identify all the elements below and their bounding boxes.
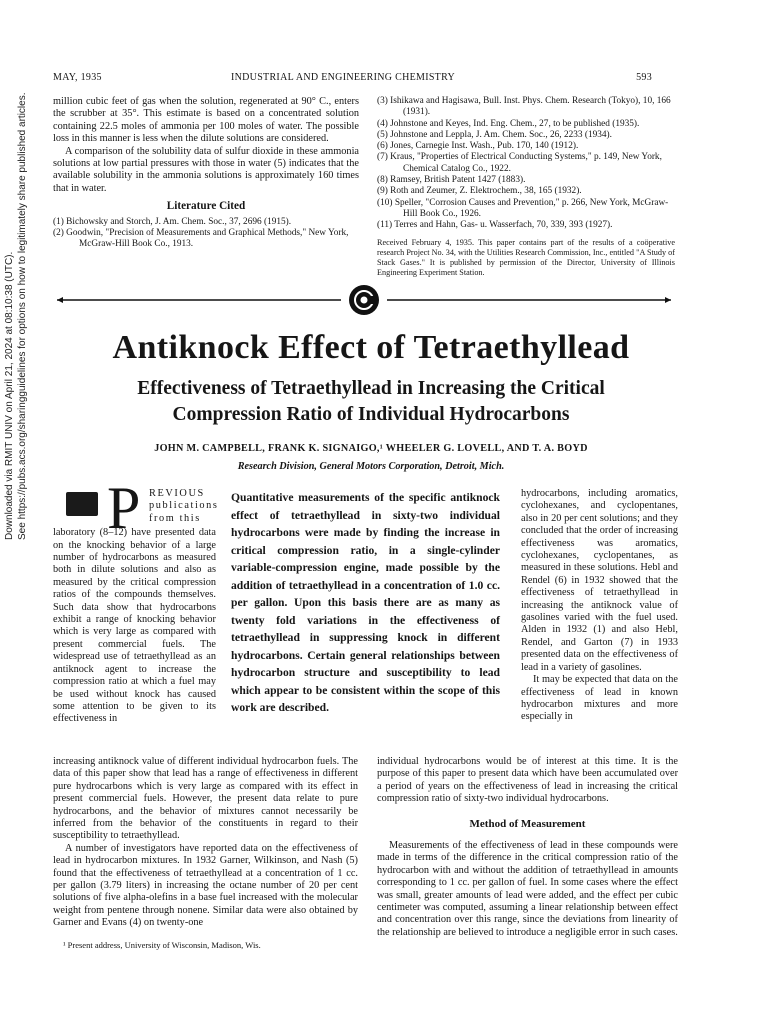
method-heading: Method of Measurement [469, 817, 586, 830]
footnote: ¹ Present address, University of Wisconsin, Madison, Wis. [63, 939, 261, 950]
section-divider [53, 285, 675, 315]
issue-date: MAY, 1935 [53, 72, 102, 83]
download-watermark [3, 0, 43, 560]
download-info: Downloaded via RMIT UNIV on April 21, 2024 at 08:10:38 (UTC). [4, 251, 15, 540]
column-3-top [521, 488, 678, 724]
authors: JOHN M. CAMPBELL, FRANK K. SIGNAIGO,¹ WHEELER G. LOVELL, AND T. A. BOYD [154, 443, 588, 454]
reference-item: (7) Kraus, "Properties of Electrical Conducting Systems," p. 149, New York, Chemical Catalog Co., 1922. [377, 152, 662, 174]
column-left-bottom [53, 756, 358, 950]
reference-list [377, 96, 675, 232]
column-right-bottom [377, 756, 678, 939]
reference-item: (1) Bichowsky and Storch, J. Am. Chem. Soc., 37, 2696 (1915). [53, 216, 292, 227]
reference-item: (4) Johnstone and Keyes, Ind. Eng. Chem., 27, to be published (1935). [377, 118, 640, 129]
running-header [53, 72, 652, 86]
paragraph: increasing antiknock value of different individual hydrocarbon fuels. The data of this paper show that lead has a range of effectiveness in different pure hydrocarbons which is very large as compared with its effect in present commercial fuels. However, the present data relate to pure hydrocarbons, and the behavior of mixtures cannot necessarily be inferred from the behavior of the constituents in regard to their susceptibility to tetraethyllead. [53, 756, 358, 842]
reference-item: (9) Roth and Zeumer, Z. Elektrochem., 38, 165 (1932). [377, 186, 582, 197]
paragraph: hydrocarbons, including aromatics, cyclohexanes, and cyclopentanes, also in 20 per cent solutions; and they concluded that the order of increasing effectiveness was aromatics, cyclohexanes, cyclopentanes, as measured in these solutions. Hebl and Rendel (6) in 1932 showed that the effectiveness of tetraethyllead in increasing the antiknock value of gasolines varied with the fuel used. Alden in 1932 (1) and also Hebl, Rendel, and Garton (7) in 1933 presented data on the effectiveness of lead in a variety of gasolines. [521, 488, 678, 673]
reference-item: (10) Speller, "Corrosion Causes and Prevention," p. 266, New York, McGraw-Hill Book Co., 1926. [377, 197, 669, 219]
reference-item: (8) Ramsey, British Patent 1427 (1883). [377, 175, 526, 186]
subtitle-line: Effectiveness of Tetraethyllead in Increasing the Critical [137, 378, 605, 399]
reference-item: (5) Johnstone and Leppla, J. Am. Chem. Soc., 26, 2233 (1934). [377, 129, 612, 140]
article-title: Antiknock Effect of Tetraethyllead [112, 329, 630, 366]
drop-cap: P [107, 475, 141, 541]
abstract: Quantitative measurements of the specific antiknock effect of tetraethyllead in sixty-two individual hydrocarbons were made by finding the increase in critical compression ratio, in a single-cylinder variable-compression engine, made possible by the addition of tetraethyllead in a concentration of 1.0 cc. per gallon. Upon this basis there are as many as twenty fold variations in the effectiveness of tetraethyllead in suppressing knock in different hydrocarbons. Certain general relationships between hydrocarbon structure and susceptibility to lead which appear to be consistent within the scope of this work are described. [231, 491, 500, 714]
affiliation: Research Division, General Motors Corporation, Detroit, Mich. [237, 461, 505, 472]
journal-name: INDUSTRIAL AND ENGINEERING CHEMISTRY [231, 72, 456, 83]
reference-item: (2) Goodwin, "Precision of Measurements and Graphical Methods," New York, McGraw-Hill Book Co., 1913. [53, 227, 349, 250]
reference-item: (6) Jones, Carnegie Inst. Wash., Pub. 170, 140 (1912). [377, 141, 579, 152]
paragraph: A comparison of the solubility data of sulfur dioxide in these ammonia solutions at low partial pressures with those in water (5) indicates that the available solubility in the ammonia solutions is approximately 160 times that in water. [53, 145, 359, 194]
paragraph: laboratory (8–12) have presented data on the knocking behavior of a large number of hydrocarbons as measured both in dilute solutions and also as measured by the critical compression ratios of the compounds themselves. Such data show that hydrocarbons exhibit a range of knocking behavior which is very large as compared with present commercial fuels. The widespread use of tetraethyllead as an antiknock agent to increase the compression ratio at which a fuel may be used without knock has caused some attention to be given to its effectiveness in [53, 527, 216, 725]
received-note: Received February 4, 1935. This paper contains part of the results of a coöperative research Project No. 34, with the Utilities Research Commission, Inc., entitled "A Study of Stack Gases." It is published by permission of the Director, University of Illinois Engineering Experiment Station. [377, 237, 675, 278]
sharing-guidelines-link[interactable]: See https://pubs.acs.org/sharingguidelines for options on how to legitimately share published articles. [17, 92, 28, 540]
previous-article-column-right [377, 96, 675, 278]
journal-seal-icon [349, 285, 379, 315]
article-subtitle [60, 376, 682, 428]
reference-list [53, 217, 359, 251]
literature-cited-heading: Literature Cited [166, 200, 246, 213]
reference-item: (3) Ishikawa and Hagisawa, Bull. Inst. Phys. Chem. Research (Tokyo), 10, 166 (1931). [377, 96, 671, 118]
paragraph: A number of investigators have reported data on the effectiveness of lead in hydrocarbon mixtures. In 1932 Garner, Wilkinson, and Nash (5) found that the effectiveness of tetraethyllead at a concentration of 1 cc. per gallon (3.79 liters) in increasing the octane number of 20 per cent solutions of five alpha-olefins in a base fuel increased with the molecular weight from pentene through nonene. Similar data were also obtained by Garner and Evans (4) on twenty-one [53, 842, 358, 929]
paragraph: million cubic feet of gas when the solution, regenerated at 90° C., enters the scrubber at 35°. This estimate is based on a concentrated solution containing 22.5 moles of ammonia per 100 moles of water. The possible loss in this manner is less when the dilute solutions are considered. [53, 96, 359, 145]
paragraph: It may be expected that data on the effectiveness of lead in known hydrocarbon mixtures and more especially in [521, 674, 678, 723]
reference-item: (11) Terres and Hahn, Gas- u. Wasserfach, 70, 339, 393 (1927). [377, 220, 613, 231]
column-1-intro [53, 488, 219, 726]
paragraph: individual hydrocarbons would be of interest at this time. It is the purpose of this paper to present data which have been accumulated over a period of years on the effectiveness of lead in increasing the critical compression ratio of sixty-two individual hydrocarbons. [377, 756, 678, 805]
previous-article-column-left [53, 96, 359, 251]
subtitle-line: Compression Ratio of Individual Hydrocarbons [172, 404, 570, 425]
paragraph: Measurements of the effectiveness of lead in these compounds were made in terms of the difference in the critical compression ratio of the hydrocarbon with and without the addition of tetraethyllead in amounts corresponding to 1 cc. per gallon of fuel. In some cases where the effect was small, greater amounts of lead were added, and the effect per cubic centimeter was computed, assuming a linear relationship between effect and concentration over this range, since the deviations from linearity of the relationship are believed to introduce a negligible error in such cases. [377, 840, 678, 938]
page-number: 593 [636, 72, 652, 83]
intro-lead-text: REVIOUS publications from this [149, 488, 219, 524]
